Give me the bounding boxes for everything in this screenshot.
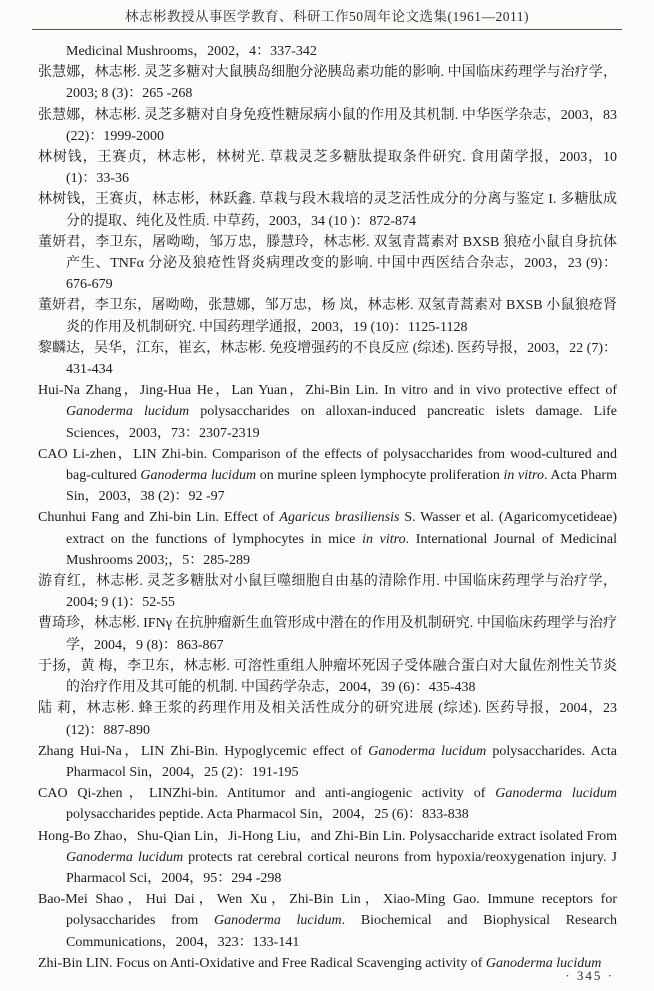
reference-text: Chunhui Fang and Zhi-bin Lin. Effect of — [38, 510, 280, 526]
reference-text: 董妍君，李卫东，屠呦呦，张慧娜，邹万忠，杨 岚，林志彬. 双氢青蒿素对 BXSB 小鼠狼疮肾炎的作用及机制研究. 中国药理学通报，2003，19 (10)：1125-1128 — [38, 298, 617, 335]
reference-text-italic: Ganoderma lucidum — [66, 404, 190, 420]
reference-text: 张慧娜，林志彬. 灵芝多糖对自身免疫性糖尿病小鼠的作用及其机制. 中华医学杂志，2003，83 (22)：1999-2000 — [38, 107, 617, 144]
reference-entry — [38, 656, 617, 698]
reference-entry — [38, 889, 617, 953]
reference-text: Medicinal Mushrooms，2002，4：337-342 — [66, 44, 317, 59]
header-rule — [32, 29, 622, 30]
page-number: · 345 · — [565, 968, 614, 983]
reference-entry — [38, 380, 617, 444]
reference-text: . International Journal of Medicinal Mushrooms 2003;，5：285-289 — [66, 531, 617, 568]
reference-entry — [38, 507, 617, 571]
reference-entry — [38, 953, 617, 974]
reference-text-italic: Ganoderma lucidum — [485, 955, 602, 971]
reference-text: 张慧娜，林志彬. 灵芝多糖对大鼠胰岛细胞分泌胰岛素功能的影响. 中国临床药理学与治疗学，2003; 8 (3)：265 -268 — [38, 65, 617, 102]
reference-text: polysaccharides peptide. Acta Pharmacol Sin，2004，25 (6)：833-838 — [66, 807, 469, 823]
reference-text: 陆 莉，林志彬. 蜂王浆的药理作用及相关活性成分的研究进展 (综述). 医药导报，2004，23 (12)：887-890 — [38, 701, 617, 738]
reference-text: 林树钱，王赛贞，林志彬，林树光. 草栽灵芝多糖肽提取条件研究. 食用菌学报，2003，10 (1)：33-36 — [38, 150, 617, 187]
reference-text-italic: Agaricus brasiliensis — [279, 510, 400, 526]
reference-text: 林树钱，王赛贞，林志彬，林跃鑫. 草栽与段木栽培的灵芝活性成分的分离与鉴定 I. 多糖肽成分的提取、纯化及性质. 中草药，2003，34 (10 )：872-874 — [38, 192, 617, 229]
reference-text: on murine spleen lymphocyte proliferation — [256, 468, 504, 484]
reference-text: Hong-Bo Zhao，Shu-Qian Lin，Ji-Hong Liu，and Zhi-Bin Lin. Polysaccharide extract isolated From — [38, 828, 617, 844]
reference-entry — [38, 783, 617, 825]
reference-entry — [38, 189, 617, 231]
reference-text: polysaccharides. Acta Pharmacol Sin，2004，25 (2)：191-195 — [66, 743, 618, 780]
page-header — [0, 0, 654, 30]
reference-text: 游育红，林志彬. 灵芝多糖肽对小鼠巨噬细胞自由基的清除作用. 中国临床药理学与治疗学，2004; 9 (1)：52-55 — [38, 574, 617, 611]
reference-text: Zhang Hui-Na，LIN Zhi-Bin. Hypoglycemic effect of — [38, 743, 369, 759]
reference-entry — [38, 147, 617, 189]
reference-text-italic: Ganoderma lucidum — [495, 786, 617, 802]
reference-entry — [38, 571, 617, 613]
reference-entry — [38, 698, 617, 740]
reference-text: 黎麟达，吴华，江东，崔玄，林志彬. 免疫增强药的不良反应 (综述). 医药导报，2003，22 (7)：431-434 — [38, 340, 617, 378]
reference-text: Hui-Na Zhang，Jing-Hua He，Lan Yuan，Zhi-Bin Lin. In vitro and in vivo protective effect of — [38, 383, 617, 399]
reference-text: . Acta Pharm Sin，2003，38 (2)：92 -97 — [66, 468, 617, 505]
reference-entry — [38, 741, 617, 783]
reference-text: CAO Li-zhen，LIN Zhi-bin. Comparison of the effects of polysaccharides from wood-cultured and bag-cultured — [38, 446, 617, 484]
reference-entry — [38, 41, 617, 62]
reference-entry — [38, 826, 617, 890]
reference-entry — [38, 444, 617, 508]
reference-text: polysaccharides on alloxan-induced pancreatic islets damage. Life Sciences，2003，73：2307-2319 — [66, 404, 617, 441]
reference-text: CAO Qi-zhen，LINZhi-bin. Antitumor and anti-angiogenic activity of — [38, 786, 496, 802]
reference-list — [38, 41, 617, 974]
reference-text-italic: Ganoderma lucidum — [66, 849, 184, 865]
reference-text: protects rat cerebral cortical neurons from hypoxia/reoxygenation injury. J Pharmacol Sci，2004，95：294 -298 — [66, 849, 617, 886]
reference-text-italic: Ganoderma lucidum — [368, 743, 487, 759]
reference-text: S. Wasser et al. (Agaricomycetideae) extract on the functions of lymphocytes in mice — [66, 510, 617, 547]
reference-text: . Biochemical and Biophysical Research Communications，2004，323：133-141 — [66, 913, 618, 950]
reference-text-italic: in vitro — [503, 468, 544, 484]
reference-text: 曹琦珍，林志彬. IFNγ 在抗肿瘤新生血管形成中潜在的作用及机制研究. 中国临床药理学与治疗学，2004，9 (8)：863-867 — [38, 616, 617, 653]
reference-entry — [38, 295, 617, 337]
reference-text: Bao-Mei Shao，Hui Dai，Wen Xu，Zhi-Bin Lin，Xiao-Ming Gao. Immune receptors for polysaccharides from — [38, 892, 617, 929]
reference-entry — [38, 62, 617, 104]
reference-entry — [38, 338, 617, 380]
reference-text: 于扬，黄 梅，李卫东，林志彬. 可溶性重组人肿瘤坏死因子受体融合蛋白对大鼠佐剂性关节炎的治疗作用及其可能的机制. 中国药学杂志，2004，39 (6)：435-438 — [38, 658, 617, 696]
reference-entry — [38, 105, 617, 147]
reference-text-italic: Ganoderma lucidum — [140, 468, 257, 484]
header-title: 林志彬教授从事医学教育、科研工作50周年论文选集(1961—2011) — [125, 9, 529, 24]
reference-entry — [38, 232, 617, 296]
reference-entry — [38, 613, 617, 655]
reference-text: Zhi-Bin LIN. Focus on Anti-Oxidative and Free Radical Scavenging activity of — [38, 955, 486, 971]
reference-text: 董妍君，李卫东，屠呦呦，邹万忠，滕慧玲，林志彬. 双氢青蒿素对 BXSB 狼疮小鼠自身抗体产生、TNFα 分泌及狼疮性肾炎病理改变的影响. 中国中西医结合杂志，2003，23 (9)：676-679 — [38, 234, 617, 293]
reference-text-italic: Ganoderma lucidum — [213, 913, 342, 929]
reference-text-italic: in vitro — [362, 531, 406, 547]
